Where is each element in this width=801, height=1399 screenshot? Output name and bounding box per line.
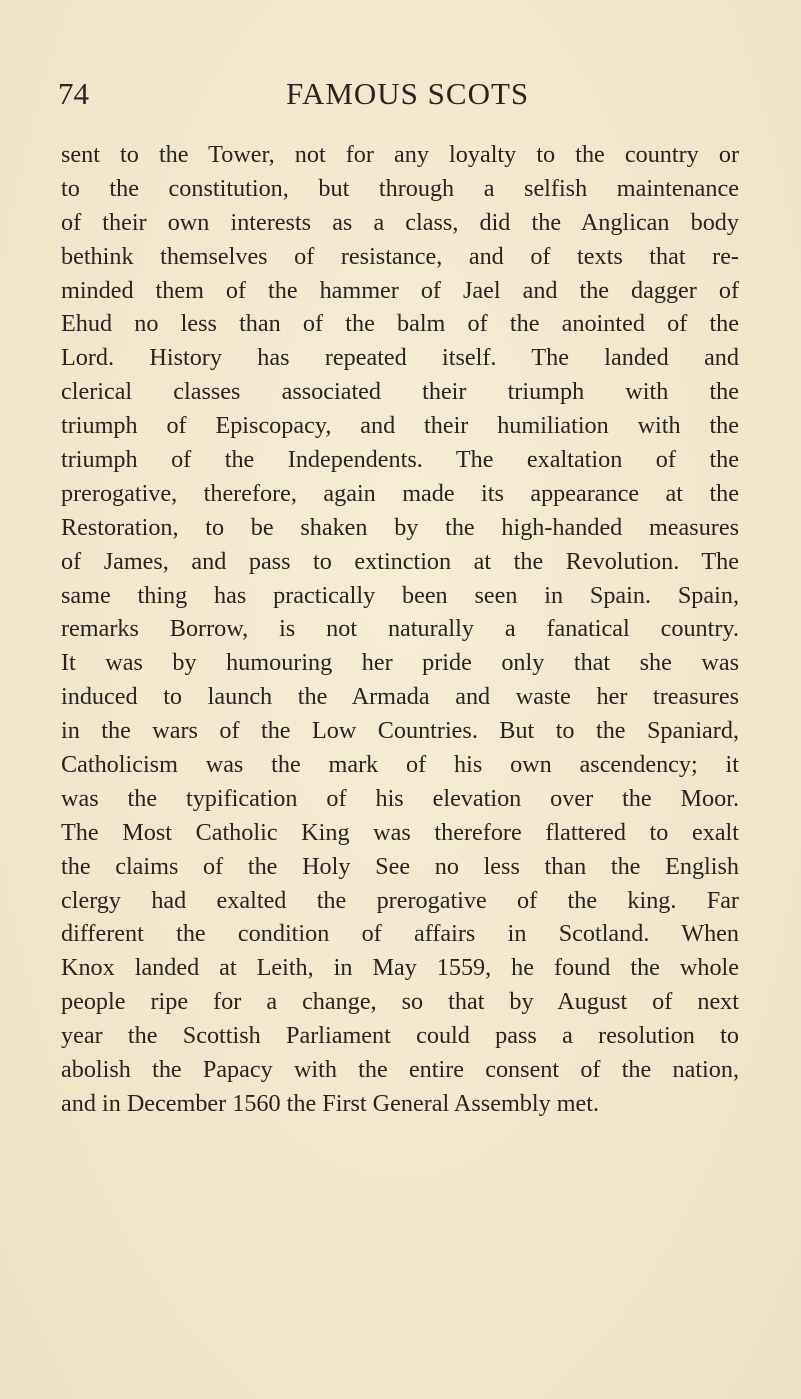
text-line: and in December 1560 the First General Assembly met.	[61, 1089, 600, 1117]
text-line: abolish the Papacy with the entire consent of the nation,	[61, 1056, 739, 1084]
text-line: people ripe for a change, so that by August of next	[61, 988, 739, 1016]
text-line: clergy had exalted the prerogative of the king. Far	[61, 886, 739, 914]
text-line: in the wars of the Low Countries. But to the Spaniard,	[61, 717, 739, 745]
text-line: same thing has practically been seen in Spain. Spain,	[61, 581, 739, 609]
running-title: FAMOUS SCOTS	[286, 76, 530, 111]
running-head	[0, 74, 801, 114]
text-line: induced to launch the Armada and waste her treasures	[61, 683, 739, 711]
text-line: Ehud no less than of the balm of the anointed of the	[61, 310, 739, 338]
text-line: different the condition of affairs in Scotland. When	[61, 920, 739, 948]
text-line: the claims of the Holy See no less than the English	[61, 852, 739, 880]
text-line: remarks Borrow, is not naturally a fanatical country.	[61, 615, 739, 643]
text-line: to the constitution, but through a selfish maintenance	[61, 174, 739, 202]
text-line: was the typification of his elevation over the Moor.	[61, 784, 739, 812]
text-line: prerogative, therefore, again made its appearance at the	[61, 479, 739, 507]
text-line: The Most Catholic King was therefore flattered to exalt	[61, 818, 739, 846]
text-line: Knox landed at Leith, in May 1559, he found the whole	[61, 954, 739, 982]
text-line: triumph of the Independents. The exaltation of the	[61, 446, 739, 474]
text-line: of their own interests as a class, did the Anglican body	[61, 208, 739, 236]
text-line: triumph of Episcopacy, and their humiliation with the	[61, 412, 739, 440]
text-line: sent to the Tower, not for any loyalty to the country or	[61, 141, 739, 168]
text-line: Restoration, to be shaken by the high-handed measures	[61, 513, 739, 541]
text-line: bethink themselves of resistance, and of texts that re-	[61, 242, 739, 270]
page-number: 74	[58, 76, 89, 111]
text-line: Catholicism was the mark of his own ascendency; it	[61, 751, 739, 779]
text-line: clerical classes associated their triumph with the	[61, 378, 739, 406]
text-line: It was by humouring her pride only that she was	[61, 649, 739, 677]
text-line: year the Scottish Parliament could pass a resolution to	[61, 1022, 739, 1050]
text-line: Lord. History has repeated itself. The landed and	[61, 344, 739, 372]
text-line: of James, and pass to extinction at the Revolution. The	[61, 547, 739, 575]
text-line: minded them of the hammer of Jael and the dagger of	[61, 276, 739, 304]
body-text	[61, 138, 739, 1121]
